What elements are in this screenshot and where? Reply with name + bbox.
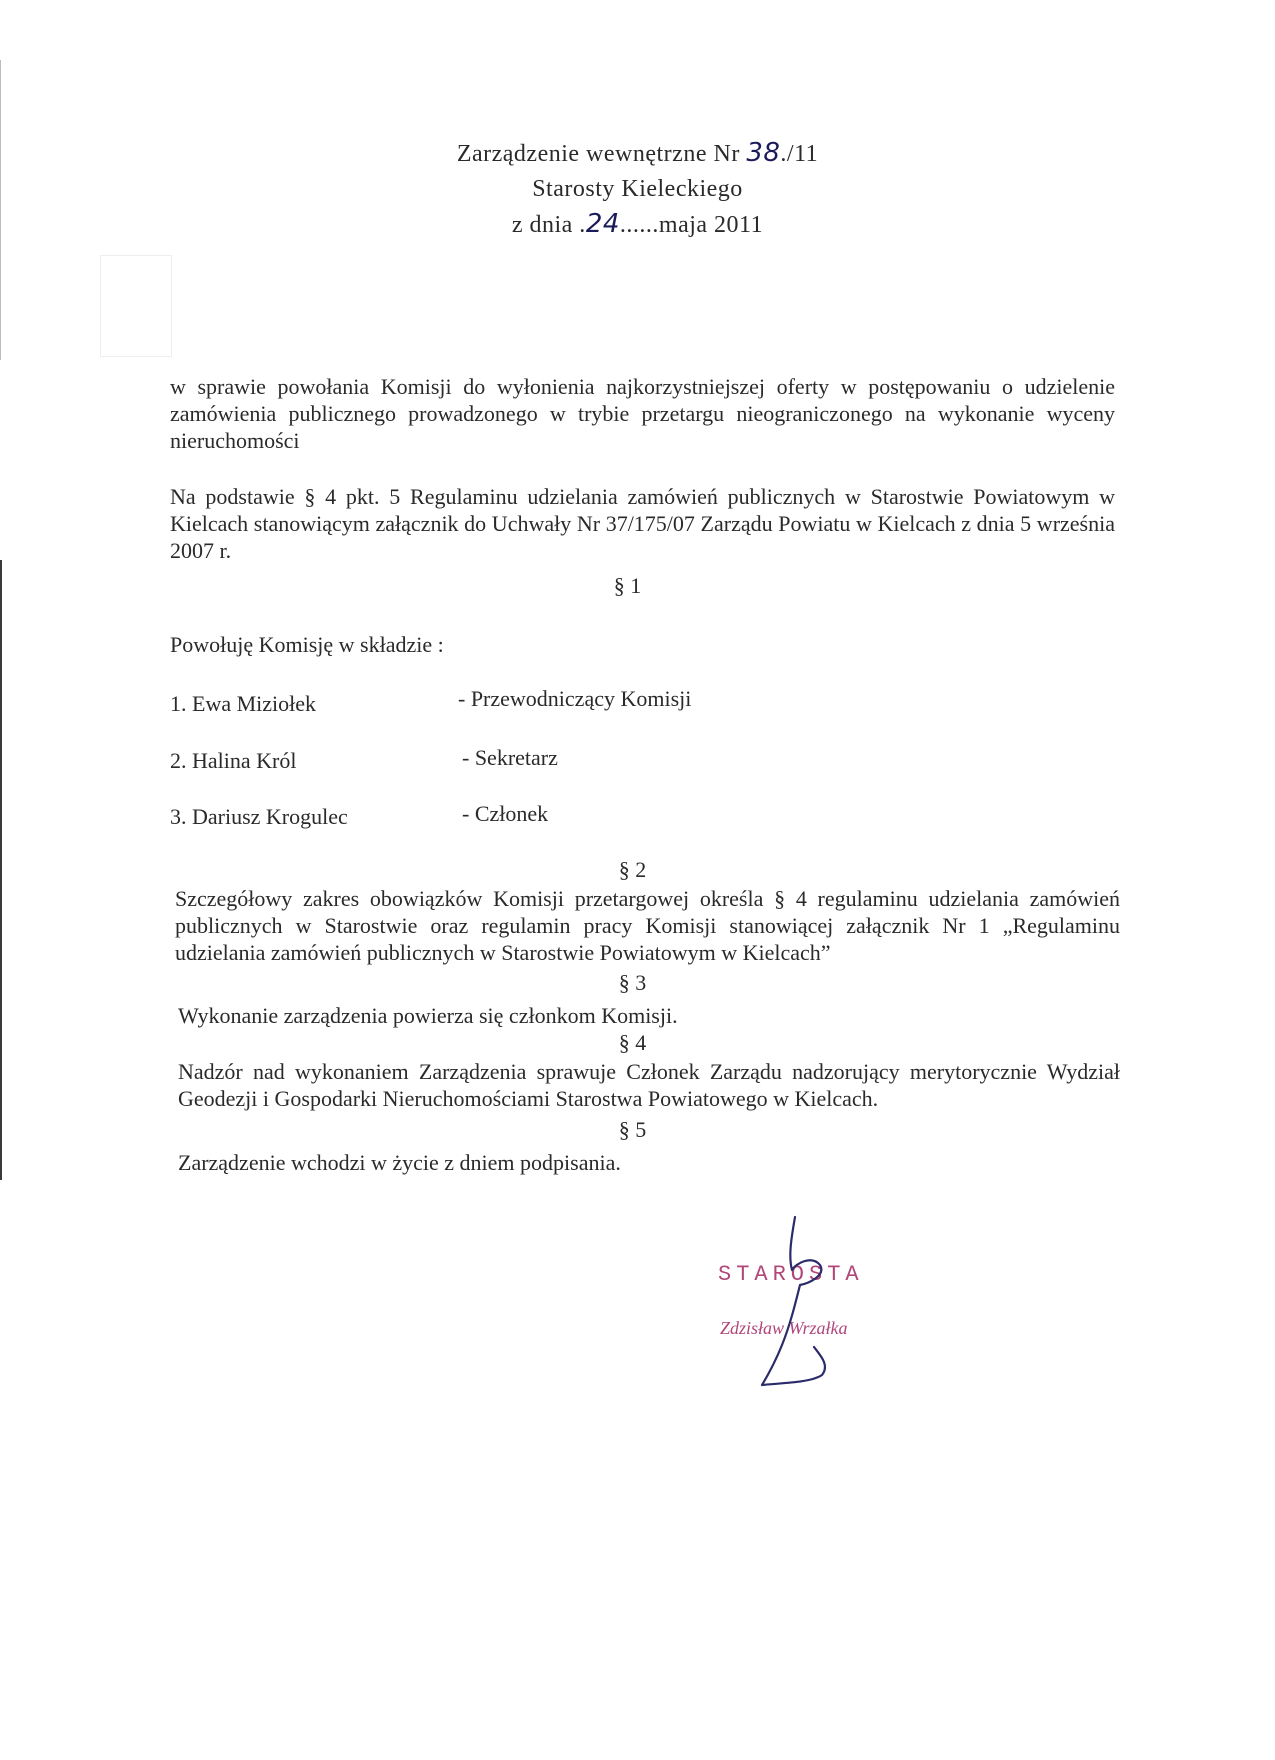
member-name: 3. Dariusz Krogulec — [170, 804, 348, 829]
section-4-text: Nadzór nad wykonaniem Zarządzenia sprawuje Członek Zarządu nadzorujący merytorycznie Wydział Geodezji i Gospodarki Nieruchomościami Starostwa Powiatowego w Kielcach. — [178, 1059, 1120, 1111]
subject-paragraph: w sprawie powołania Komisji do wyłonienia najkorzystniejszej oferty w postępowaniu o udzielenie zamówienia publicznego prowadzonego w trybie przetargu nieograniczonego na wykonanie wyceny nieruchomości — [170, 374, 1115, 453]
handwritten-day: 24 — [585, 209, 620, 239]
date-prefix: z dnia . — [511, 212, 586, 238]
document-title — [0, 138, 1275, 168]
member-role: - Członek — [462, 801, 549, 826]
title-suffix: ./11 — [780, 141, 819, 167]
section-2-heading: § 2 — [618, 857, 647, 882]
document-date — [0, 209, 1275, 239]
handwritten-signature — [740, 1215, 850, 1395]
section-3-text: Wykonanie zarządzenia powierza się członkom Komisji. — [178, 1003, 678, 1028]
title-prefix: Zarządzenie wewnętrzne Nr — [456, 141, 747, 167]
stamp-title: STAROSTA — [718, 1262, 864, 1287]
date-suffix: ......maja 2011 — [619, 212, 764, 238]
issuer: Starosty Kieleckiego — [532, 176, 743, 202]
member-role: - Przewodniczący Komisji — [458, 686, 692, 711]
section-1-heading: § 1 — [613, 573, 642, 598]
section-4-heading: § 4 — [618, 1030, 647, 1055]
handwritten-number: 38 — [746, 138, 781, 168]
section-5-heading: § 5 — [618, 1117, 647, 1142]
member-role: - Sekretarz — [462, 745, 558, 770]
commission-intro: Powołuję Komisję w składzie : — [170, 632, 444, 657]
section-3-heading: § 3 — [618, 970, 647, 995]
legal-basis-paragraph: Na podstawie § 4 pkt. 5 Regulaminu udzielania zamówień publicznych w Starostwie Powiatowym w Kielcach stanowiącym załącznik do Uchwały Nr 37/175/07 Zarządu Powiatu w Kielcach z dnia 5 września 2007 r. — [170, 484, 1115, 563]
member-name: 2. Halina Król — [170, 748, 297, 773]
bleed-through-box — [100, 255, 172, 357]
section-5-text: Zarządzenie wchodzi w życie z dniem podpisania. — [178, 1150, 621, 1175]
member-name: 1. Ewa Miziołek — [170, 691, 317, 716]
section-2-text: Szczegółowy zakres obowiązków Komisji przetargowej określa § 4 regulaminu udzielania zamówień publicznych w Starostwie oraz regulamin pracy Komisji stanowiącej załącznik Nr 1 „Regulaminu udzielania zamówień publicznych w Starostwie Powiatowym w Kielcach” — [175, 886, 1120, 965]
stamp-name: Zdzisław Wrzałka — [720, 1318, 848, 1338]
